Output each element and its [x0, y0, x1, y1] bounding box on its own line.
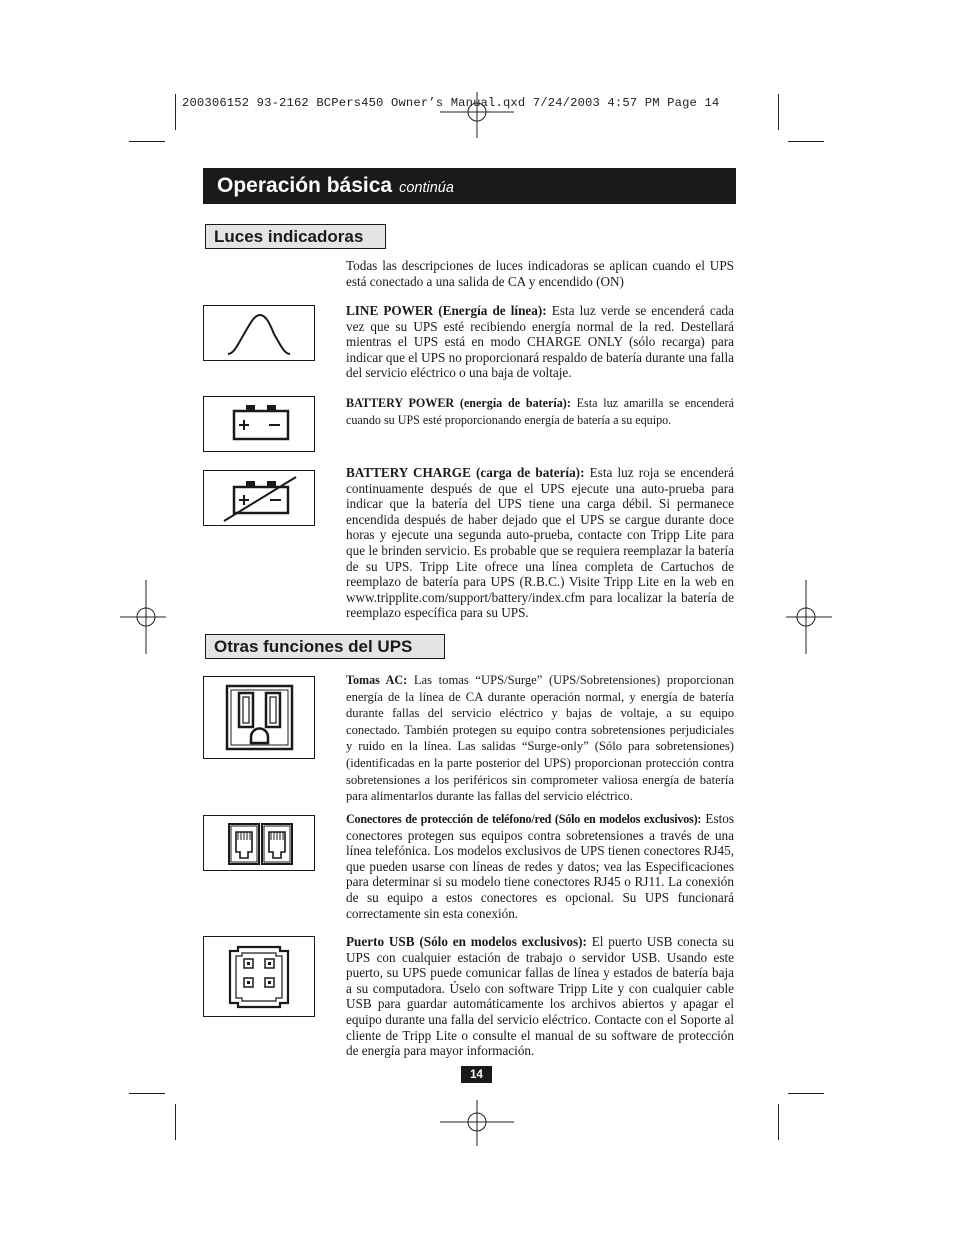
registration-mark-icon	[440, 1100, 514, 1146]
battery-power-text: Esta luz amarilla se encenderá cuando su UPS esté proporcionando energía de batería a su equipo.	[346, 396, 734, 427]
usb-port-text: El puerto USB conecta su UPS con cualquier estación de trabajo o servidor USB. Usando este puerto, su UPS puede comunicar fallas de línea y estados de batería baja a su computadora. Úselo con software Tripp Lite y con cualquier cable USB para guardar automáticamente los archivos abiertos y apagar el equipo durante una falla del servicio eléctrico. Contacte con el Soporte al cliente de Tripp Lite o consulte el manual de su software de protección de energía para mayor información.	[346, 934, 734, 1059]
section-title-other-functions	[205, 634, 445, 659]
battery-icon	[204, 397, 316, 453]
phone-network-label: Conectores de protección de teléfono/red (Sólo en modelos exclusivos):	[346, 812, 702, 826]
crop-mark	[778, 94, 779, 130]
registration-mark-icon	[120, 580, 166, 654]
slug-line: 200306152 93-2162 BCPers450 Owner’s Manual.qxd 7/24/2003 4:57 PM Page 14	[182, 96, 720, 110]
battery-charge-text: Esta luz roja se encenderá continuamente después de que el UPS ejecute una auto-prueba para indicar que la batería del UPS tiene una carga débil. Si permanece encendida después de haber dejado que el UPS se cargue durante doce horas y ejecute una segunda auto-prueba, contacte con Tripp Lite para que le brinden servicio. Es probable que se requiera reemplazar la batería de su UPS. Tripp Lite ofrece una línea completa de Cartuchos de reemplazo de batería para UPS (R.B.C.) Visite Tripp Lite en la web en www.tripplite.com/support/battery/index.cfm para localizar la batería de reemplazo específica para su UPS.	[346, 465, 734, 621]
crop-mark	[129, 1093, 165, 1094]
ac-outlet-icon-box	[203, 676, 315, 759]
section-title-text: Otras funciones del UPS	[214, 636, 413, 656]
usb-port-icon	[204, 937, 316, 1018]
intro-paragraph: Todas las descripciones de luces indicadoras se aplican cuando el UPS está conectado a una salida de CA y encendido (ON)	[346, 258, 734, 289]
crop-mark	[788, 141, 824, 142]
usb-port-icon-box	[203, 936, 315, 1017]
page-number: 14	[461, 1066, 492, 1083]
battery-charge-label: BATTERY CHARGE (carga de batería):	[346, 465, 585, 480]
phone-network-paragraph	[346, 811, 734, 921]
page-header	[203, 168, 736, 204]
registration-mark-icon	[786, 580, 832, 654]
line-power-label: LINE POWER (Energía de línea):	[346, 303, 547, 318]
battery-charge-paragraph	[346, 465, 734, 621]
registration-mark-icon	[440, 92, 514, 138]
crop-mark	[129, 141, 165, 142]
section-title-indicator-lights	[205, 224, 386, 249]
battery-crossed-icon	[204, 471, 316, 527]
ac-outlets-label: Tomas AC:	[346, 673, 408, 687]
phone-network-text: Estos conectores protegen sus equipos contra sobretensiones a través de una línea telefónica. Los modelos exclusivos de UPS tienen conectores RJ45, que pueden usarse con líneas de redes y datos; vea las Especificaciones para determinar si su modelo tiene conectores RJ45 o RJ11. La conexión de su equipo a estos conectores es opcional. Su UPS funcionará correctamente sin esta conexión.	[346, 811, 735, 921]
usb-port-label: Puerto USB (Sólo en modelos exclusivos):	[346, 934, 587, 949]
line-power-text: Esta luz verde se encenderá cada vez que su UPS esté recibiendo energía normal de la red. Destellará mientras el UPS está en modo CHARGE ONLY (sólo recarga) para indicar que el UPS no proporcionará respaldo de batería durante una falla del servicio eléctrico o una baja de voltaje.	[346, 303, 734, 381]
header-title: Operación básica	[217, 174, 393, 197]
crop-mark	[175, 94, 176, 130]
crop-mark	[175, 1104, 176, 1140]
ac-outlet-icon	[204, 677, 316, 760]
section-title-text: Luces indicadoras	[214, 226, 364, 246]
battery-power-paragraph	[346, 395, 734, 428]
line-power-paragraph	[346, 303, 734, 381]
crop-mark	[778, 1104, 779, 1140]
usb-port-paragraph	[346, 934, 734, 1059]
phone-network-icon-box	[203, 815, 315, 871]
ac-outlets-paragraph	[346, 672, 734, 805]
battery-power-icon-box	[203, 396, 315, 452]
line-power-icon-box	[203, 305, 315, 361]
header-subtitle: continúa	[399, 179, 454, 196]
battery-power-label: BATTERY POWER (energía de batería):	[346, 396, 571, 410]
battery-charge-icon-box	[203, 470, 315, 526]
crop-mark	[788, 1093, 824, 1094]
ac-outlets-text: Las tomas “UPS/Surge” (UPS/Sobretensiones) proporcionan energía de la línea de CA durante operación normal, y energía de batería durante fallas del servicio eléctrico y bajas de voltaje, a su equipo conectado. También protegen su equipo contra sobretensiones perjudiciales y ruido en la línea. Las salidas “Surge-only” (Sólo para sobretensiones) (identificadas en la parte posterior del UPS) proporcionan protección contra sobretensiones a los periféricos sin comprometer valiosa energía de batería para alimentarlos durante las fallas del servicio eléctrico.	[346, 673, 735, 804]
rj-jack-icon	[204, 816, 316, 872]
sine-wave-icon	[204, 306, 316, 362]
